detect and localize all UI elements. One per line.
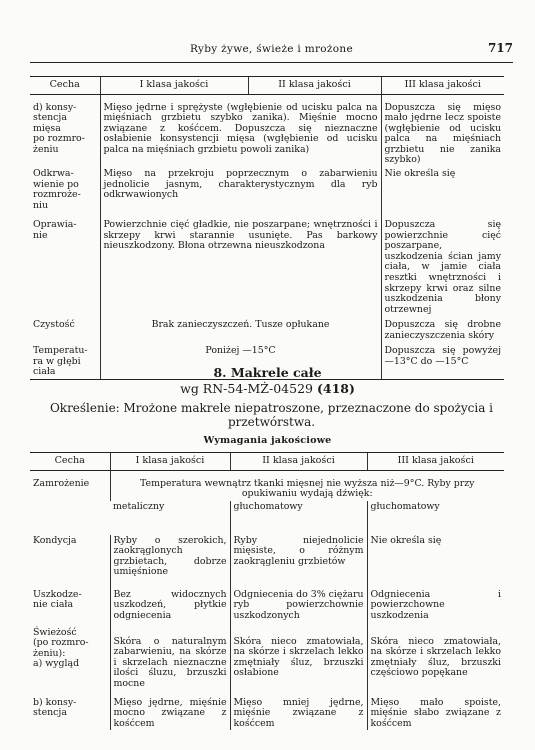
column-header-class-2: II klasa jakości bbox=[230, 453, 367, 471]
feature-cell: d) konsy- stencja mięsa po rozmro- żeniu bbox=[33, 101, 85, 155]
section-norm bbox=[0, 382, 535, 396]
class-1-2-cell: Brak zanieczyszczeń. Tusze opłukane bbox=[100, 316, 381, 342]
feature-cell: Oprawia- nie bbox=[33, 219, 77, 241]
class-3-cell: Dopuszcza się mięso mało jędrne lecz spoiste (wgłębienie od ucisku palca na mięśniach grzbietu nie zanika szybko) bbox=[381, 94, 504, 168]
class-1-cell: Skóra o naturalnym zabarwieniu, na skórze i skrzelach nieznaczne ilości śluzu, brzuszki mocne bbox=[110, 627, 230, 697]
requirements-heading: Wymagania jakościowe bbox=[203, 435, 332, 446]
norm-code: (418) bbox=[316, 381, 355, 396]
page-number: 717 bbox=[487, 41, 513, 55]
column-header-class-3: III klasa jakości bbox=[381, 77, 504, 95]
class-3-cell: Skóra nieco zmatowiała, na skórze i skrzelach lekko zmętniały śluz, brzuszki częściowo popękane bbox=[367, 627, 504, 697]
class-3-cell: Dopuszcza się powyżej —13°C do —15°C bbox=[381, 342, 504, 379]
table-row bbox=[30, 168, 504, 212]
feature-cell: Kondycja bbox=[33, 534, 77, 546]
class-1-2-cell: Poniżej —15°C bbox=[100, 342, 381, 379]
class-1-cell: metaliczny bbox=[113, 500, 165, 512]
column-header-class-1: I klasa jakości bbox=[110, 453, 230, 471]
class-1-cell: Bez widocznych uszkodzeń, płytkie odgniecenia bbox=[110, 589, 230, 627]
feature-cell: Czystość bbox=[33, 319, 75, 331]
class-3-cell: Nie określa się bbox=[381, 168, 504, 212]
class-2-cell: Mięso mniej jędrne, mięśnie związane z kośćcem bbox=[230, 697, 367, 731]
feature-cell: Zamrożenie bbox=[33, 477, 90, 489]
table-row bbox=[30, 316, 504, 342]
quality-table-continued bbox=[30, 76, 504, 380]
class-3-cell: Dopuszcza się drobne zanieczyszczenia skóry bbox=[381, 316, 504, 342]
class-3-cell: Mięso mało spoiste, mięśnie słabo związane z kośćcem bbox=[367, 697, 504, 731]
table-row bbox=[30, 470, 504, 501]
norm-prefix: wg RN-54-MŻ-04529 bbox=[180, 381, 317, 396]
section-definition: Określenie: Mrożone makrele niepatroszone, przeznaczone do spożycia i przetwórstwa. bbox=[49, 401, 494, 429]
feature-cell: Świeżość (po rozmro- żeniu): a) wygląd bbox=[33, 626, 89, 670]
column-header-class-1: I klasa jakości bbox=[100, 77, 248, 95]
class-1-2-cell: Mięso jędrne i sprężyste (wgłębienie od ucisku palca na mięśniach grzbietu szybko zanika). Mięśnie mocno związane z kośćcem. Dopuszcza się nieznaczne osłabienie konsystencji mięsa (wgłębienie od ucisku palca na mięśniach grzbietu powoli zanika) bbox=[100, 94, 381, 168]
table-header-row bbox=[30, 77, 504, 95]
table-row bbox=[30, 535, 504, 589]
table-row bbox=[30, 697, 504, 731]
table-row bbox=[30, 589, 504, 627]
table-row bbox=[30, 627, 504, 697]
column-header-feature: Cecha bbox=[30, 453, 110, 471]
column-header-class-3: III klasa jakości bbox=[367, 453, 504, 471]
class-3-cell: Odgniecenia i powierzchowne uszkodzenia bbox=[367, 589, 504, 627]
feature-cell: Odkrwa- wienie po rozmroże- niu bbox=[33, 168, 81, 211]
class-2-cell: Odgniecenia do 3% ciężaru ryb powierzchownie uszkodzonych bbox=[230, 589, 367, 627]
class-2-cell: głuchomatowy bbox=[230, 501, 367, 535]
column-header-feature: Cecha bbox=[30, 77, 100, 95]
section-title: 8. Makrele całe bbox=[213, 365, 322, 380]
table-row bbox=[30, 94, 504, 168]
class-2-cell: Skóra nieco zmatowiała, na skórze i skrzelach lekko zmętniały śluz, brzuszki osłabione bbox=[230, 627, 367, 697]
feature-cell: b) konsy- stencja bbox=[33, 696, 77, 719]
class-1-2-cell: Powierzchnie cięć gładkie, nie poszarpane; wnętrzności i skrzepy krwi starannie usunięte. Pas barkowy nieuszkodzony. Błona otrzewna nieuszkodzona bbox=[100, 212, 381, 316]
class-2-cell: Ryby niejednolicie mięsiste, o różnym zaokrągleniu grzbietów bbox=[230, 535, 367, 589]
class-1-cell: Mięso jędrne, mięśnie mocno związane z kośćcem bbox=[110, 697, 230, 731]
class-3-cell: Dopuszcza się powierzchnie cięć poszarpane, uszkodzenia ścian jamy ciała, w jamie ciała resztki wnętrzności i skrzepy krwi oraz silne uszkodzenia błony otrzewnej bbox=[381, 212, 504, 316]
feature-cell: Temperatu- ra w głębi ciała bbox=[30, 342, 100, 379]
class-1-cell: Ryby o szerokich, zaokrąglonych grzbietach, dobrze umięśnione bbox=[110, 535, 230, 589]
column-header-class-2: II klasa jakości bbox=[248, 77, 381, 95]
feature-cell: Uszkodze- nie ciała bbox=[33, 588, 82, 611]
mackerel-quality-table bbox=[30, 452, 504, 730]
table-header-row bbox=[30, 453, 504, 471]
running-title: Ryby żywe, świeże i mrożone bbox=[190, 43, 353, 55]
table-row bbox=[30, 212, 504, 316]
class-1-2-cell: Mięso na przekroju poprzecznym o zabarwieniu jednolicie jasnym, charakterystycznym dla ryb odkrwawionych bbox=[100, 168, 381, 212]
page-header bbox=[30, 40, 513, 63]
class-3-cell: Nie określa się bbox=[367, 535, 504, 589]
freezing-span-cell: Temperatura wewnątrz tkanki mięsnej nie wyższa niż—9°C. Ryby przy opukiwaniu wydają dźwięk: bbox=[110, 470, 504, 501]
class-3-cell: głuchomatowy bbox=[367, 501, 504, 535]
